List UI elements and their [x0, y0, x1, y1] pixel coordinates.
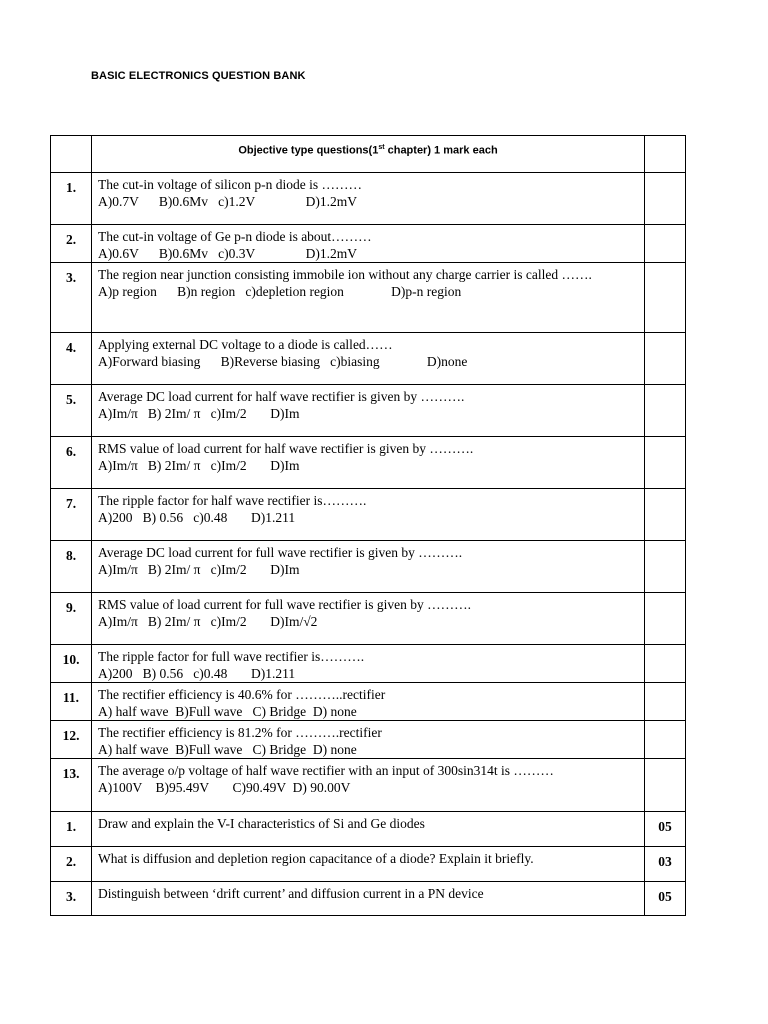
question-number: 5.	[51, 385, 92, 437]
question-text: The cut-in voltage of silicon p-n diode is ………	[98, 177, 362, 192]
question-text: What is diffusion and depletion region capacitance of a diode? Explain it briefly.	[92, 847, 645, 882]
objective-question-row	[51, 173, 686, 225]
question-cell	[92, 721, 645, 759]
objective-question-row	[51, 645, 686, 683]
marks-cell	[645, 593, 686, 645]
objective-question-row	[51, 263, 686, 333]
objective-question-row	[51, 489, 686, 541]
objective-question-row	[51, 683, 686, 721]
objective-question-row	[51, 759, 686, 812]
question-cell	[92, 173, 645, 225]
question-options: A) half wave B)Full wave C) Bridge D) none	[98, 742, 357, 757]
question-text: The rectifier efficiency is 81.2% for ……….rectifier	[98, 725, 382, 740]
question-number: 13.	[51, 759, 92, 812]
question-number: 6.	[51, 437, 92, 489]
question-text: The region near junction consisting immobile ion without any charge carrier is called …….	[98, 267, 592, 282]
question-marks: 03	[645, 847, 686, 882]
question-options: A)0.6V B)0.6Mv c)0.3V D)1.2mV	[98, 246, 357, 261]
section-header-row	[51, 136, 686, 173]
marks-cell	[645, 541, 686, 593]
objective-question-row	[51, 593, 686, 645]
question-options: A)0.7V B)0.6Mv c)1.2V D)1.2mV	[98, 194, 357, 209]
question-cell	[92, 263, 645, 333]
question-text: RMS value of load current for full wave rectifier is given by ……….	[98, 597, 472, 612]
marks-cell	[645, 683, 686, 721]
question-number: 3.	[51, 263, 92, 333]
question-number: 4.	[51, 333, 92, 385]
question-number: 1.	[51, 812, 92, 847]
question-options: A)200 B) 0.56 c)0.48 D)1.211	[98, 510, 296, 525]
descriptive-question-row	[51, 847, 686, 882]
question-cell	[92, 759, 645, 812]
objective-question-row	[51, 541, 686, 593]
question-options: A)p region B)n region c)depletion region D)p-n region	[98, 284, 462, 299]
objective-question-row	[51, 225, 686, 263]
question-text: Draw and explain the V-I characteristics of Si and Ge diodes	[92, 812, 645, 847]
marks-cell	[645, 759, 686, 812]
marks-cell	[645, 385, 686, 437]
question-text: Average DC load current for half wave rectifier is given by ……….	[98, 389, 465, 404]
question-options: A)100V B)95.49V C)90.49V D) 90.00V	[98, 780, 351, 795]
descriptive-question-row	[51, 882, 686, 916]
question-cell	[92, 683, 645, 721]
question-marks: 05	[645, 812, 686, 847]
question-text: Distinguish between ‘drift current’ and diffusion current in a PN device	[92, 882, 645, 916]
question-number: 9.	[51, 593, 92, 645]
objective-question-row	[51, 437, 686, 489]
question-cell	[92, 593, 645, 645]
question-number: 3.	[51, 882, 92, 916]
question-cell	[92, 333, 645, 385]
question-text: The ripple factor for half wave rectifier is……….	[98, 493, 367, 508]
question-cell	[92, 489, 645, 541]
question-text: The average o/p voltage of half wave rectifier with an input of 300sin314t is ………	[98, 763, 554, 778]
question-options: A)Im/π B) 2Im/ π c)Im/2 D)Im	[98, 406, 300, 421]
section-header: Objective type questions(1st chapter) 1 mark each	[92, 136, 645, 173]
question-cell	[92, 541, 645, 593]
marks-cell	[645, 489, 686, 541]
question-number: 7.	[51, 489, 92, 541]
question-cell	[92, 645, 645, 683]
marks-cell	[645, 173, 686, 225]
question-number: 1.	[51, 173, 92, 225]
question-options: A)200 B) 0.56 c)0.48 D)1.211	[98, 666, 296, 681]
marks-cell	[645, 437, 686, 489]
question-number: 11.	[51, 683, 92, 721]
question-marks: 05	[645, 882, 686, 916]
question-number: 10.	[51, 645, 92, 683]
question-number: 12.	[51, 721, 92, 759]
question-text: The cut-in voltage of Ge p-n diode is about………	[98, 229, 372, 244]
question-options: A)Im/π B) 2Im/ π c)Im/2 D)Im/√2	[98, 614, 318, 629]
question-text: The ripple factor for full wave rectifier is……….	[98, 649, 365, 664]
marks-cell	[645, 645, 686, 683]
question-options: A)Im/π B) 2Im/ π c)Im/2 D)Im	[98, 562, 300, 577]
question-cell	[92, 437, 645, 489]
question-number: 8.	[51, 541, 92, 593]
question-text: RMS value of load current for half wave rectifier is given by ……….	[98, 441, 474, 456]
question-text: Applying external DC voltage to a diode is called……	[98, 337, 393, 352]
question-options: A)Forward biasing B)Reverse biasing c)biasing D)none	[98, 354, 468, 369]
question-number: 2.	[51, 847, 92, 882]
question-cell	[92, 385, 645, 437]
marks-cell	[645, 263, 686, 333]
question-options: A)Im/π B) 2Im/ π c)Im/2 D)Im	[98, 458, 300, 473]
objective-question-row	[51, 385, 686, 437]
marks-cell	[645, 721, 686, 759]
question-table	[50, 135, 686, 916]
document-title: BASIC ELECTRONICS QUESTION BANK	[91, 70, 306, 82]
question-text: The rectifier efficiency is 40.6% for ………..rectifier	[98, 687, 386, 702]
descriptive-question-row	[51, 812, 686, 847]
question-number: 2.	[51, 225, 92, 263]
question-options: A) half wave B)Full wave C) Bridge D) none	[98, 704, 357, 719]
header-marks-cell	[645, 136, 686, 173]
header-num-cell	[51, 136, 92, 173]
marks-cell	[645, 225, 686, 263]
marks-cell	[645, 333, 686, 385]
objective-question-row	[51, 721, 686, 759]
objective-question-row	[51, 333, 686, 385]
question-text: Average DC load current for full wave rectifier is given by ……….	[98, 545, 463, 560]
question-cell	[92, 225, 645, 263]
